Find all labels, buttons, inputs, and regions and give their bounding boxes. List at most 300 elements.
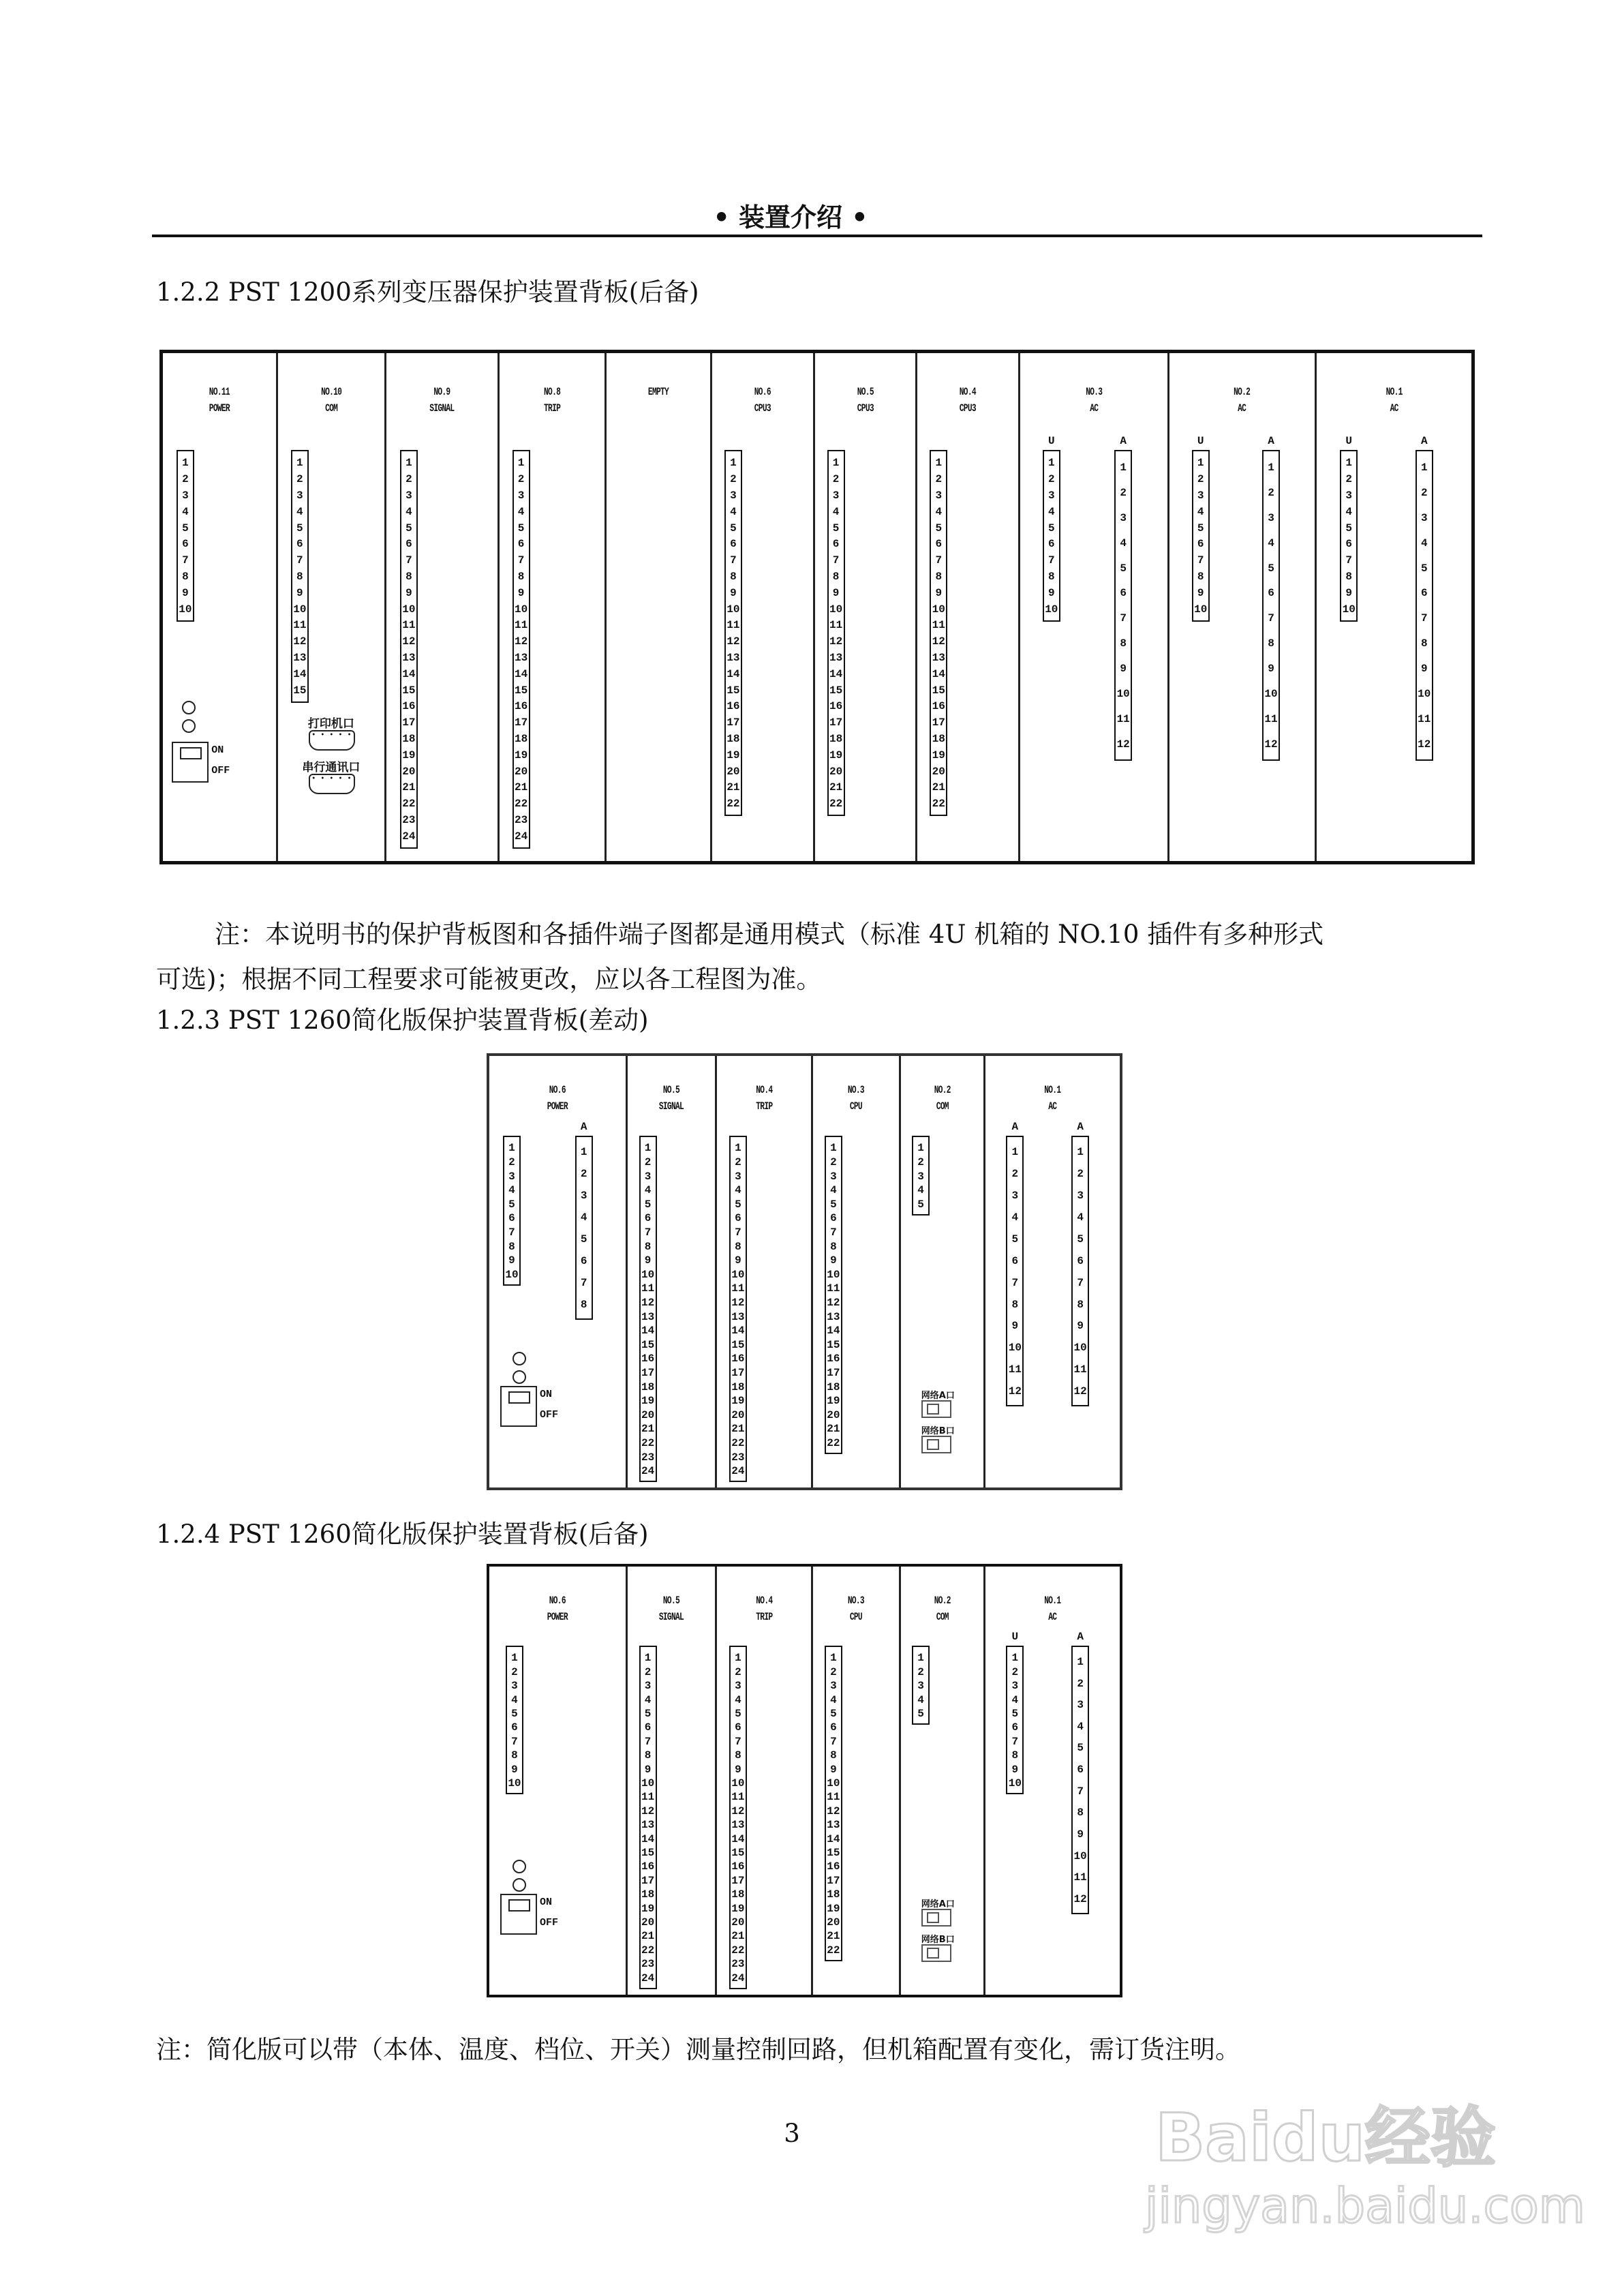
terminal-number: 2 <box>644 1155 652 1168</box>
terminal-number: 1 <box>296 457 303 470</box>
terminal-number: 20 <box>827 1408 840 1421</box>
terminal-number: 5 <box>830 1707 837 1720</box>
module-slot-ac <box>1315 353 1471 861</box>
terminal-number: 1 <box>1420 461 1428 474</box>
terminal-number: 3 <box>406 489 412 502</box>
module-slot-signal <box>626 1567 715 1995</box>
terminal-number: 5 <box>517 522 525 534</box>
terminal-number: 21 <box>402 781 416 794</box>
terminal-number: 2 <box>1047 473 1055 486</box>
terminal-number: 10 <box>179 603 192 616</box>
terminal-number: 7 <box>1011 1276 1019 1289</box>
terminal-number: 20 <box>514 765 528 778</box>
terminal-number: 1 <box>935 457 943 470</box>
terminal-number: 6 <box>580 1254 587 1267</box>
terminal-number: 20 <box>731 1916 745 1929</box>
power-switch[interactable] <box>500 1894 537 1935</box>
switch-off-label: OFF <box>539 1409 558 1421</box>
terminal-number: 6 <box>830 1212 837 1225</box>
module-slot-ac <box>1167 353 1314 861</box>
module-slot-ac <box>983 1567 1120 1995</box>
indicator-led-icon <box>512 1860 526 1873</box>
terminal-number: 15 <box>829 684 843 697</box>
indicator-led-icon <box>182 719 196 733</box>
network-port-icon[interactable] <box>921 1400 951 1418</box>
terminal-number: 14 <box>726 667 740 680</box>
terminal-number: 6 <box>1077 1764 1084 1777</box>
terminal-block <box>1043 450 1060 622</box>
switch-toggle-icon <box>508 1899 530 1912</box>
terminal-number: 21 <box>827 1423 840 1436</box>
module-type: CPU3 <box>959 402 977 415</box>
terminal-number: 3 <box>1268 511 1274 524</box>
terminal-number: 8 <box>735 1749 741 1762</box>
terminal-number: 1 <box>735 1652 741 1665</box>
terminal-number: 1 <box>730 457 737 470</box>
terminal-number: 17 <box>726 716 740 729</box>
terminal-number: 5 <box>917 1707 924 1720</box>
terminal-number: 18 <box>731 1380 745 1393</box>
terminal-number: 9 <box>1077 1320 1084 1333</box>
terminal-number: 4 <box>735 1184 741 1197</box>
terminal-number: 19 <box>731 1902 745 1915</box>
module-number: EMPTY <box>647 386 669 399</box>
terminal-number: 3 <box>917 1170 924 1183</box>
terminal-number: 8 <box>832 571 840 584</box>
network-port-label: 网络B口 <box>921 1426 955 1437</box>
power-switch[interactable] <box>500 1386 537 1427</box>
terminal-number: 11 <box>402 619 416 632</box>
terminal-number: 11 <box>514 619 528 632</box>
terminal-number: 16 <box>731 1860 745 1873</box>
terminal-number: 9 <box>1268 663 1274 676</box>
module-type: SIGNAL <box>658 1100 684 1113</box>
terminal-number: 5 <box>508 1198 515 1211</box>
terminal-number: 9 <box>296 586 303 599</box>
terminal-number: 22 <box>726 798 740 811</box>
terminal-number: 5 <box>832 522 840 534</box>
terminal-number: 7 <box>511 1735 518 1748</box>
terminal-number: 15 <box>402 684 416 697</box>
terminal-number: 10 <box>1073 1849 1087 1862</box>
terminal-number: 7 <box>296 554 303 567</box>
terminal-number: 2 <box>1077 1167 1084 1180</box>
terminal-number: 2 <box>517 473 525 486</box>
terminal-number: 1 <box>1345 457 1353 470</box>
terminal-number: 18 <box>726 733 740 746</box>
terminal-number: 13 <box>827 1310 840 1323</box>
note-1-line-2: 可选)；根据不同工程要求可能被更改，应以各工程图为准。 <box>156 965 822 994</box>
terminal-number: 20 <box>829 765 843 778</box>
network-port-icon[interactable] <box>921 1436 951 1453</box>
switch-on-label: ON <box>539 1897 552 1909</box>
module-type: COM <box>324 402 337 415</box>
module-type: POWER <box>547 1610 568 1623</box>
terminal-number: 21 <box>731 1423 745 1436</box>
terminal-block <box>177 450 194 622</box>
terminal-number: 4 <box>832 505 840 518</box>
terminal-number: 14 <box>827 1832 840 1845</box>
terminal-number: 17 <box>731 1366 745 1379</box>
module-type: POWER <box>209 402 230 415</box>
terminal-number: 2 <box>508 1155 515 1168</box>
module-number: NO.6 <box>754 386 771 399</box>
terminal-block <box>729 1136 747 1482</box>
terminal-number: 7 <box>517 554 525 567</box>
terminal-number: 2 <box>182 473 189 486</box>
terminal-number: 23 <box>731 1451 745 1464</box>
terminal-number: 7 <box>1268 612 1274 625</box>
terminal-number: 7 <box>508 1226 515 1239</box>
terminal-number: 5 <box>735 1707 741 1720</box>
baidu-watermark-url: jingyan.baidu.com <box>1145 2178 1585 2234</box>
terminal-number: 8 <box>580 1298 587 1311</box>
module-slot-com <box>276 353 384 861</box>
module-slot-power <box>163 353 276 861</box>
terminal-number: 10 <box>505 1268 519 1281</box>
terminal-number: 22 <box>402 798 416 811</box>
terminal-number: 3 <box>1011 1680 1019 1693</box>
terminal-block <box>1114 450 1132 761</box>
terminal-number: 5 <box>1345 522 1353 534</box>
terminal-number: 16 <box>641 1353 655 1365</box>
terminal-number: 3 <box>1420 511 1428 524</box>
module-type: CPU3 <box>754 402 771 415</box>
terminal-number: 15 <box>641 1846 655 1859</box>
module-type: COM <box>936 1610 949 1623</box>
terminal-number: 5 <box>1077 1233 1084 1245</box>
terminal-number: 22 <box>514 798 528 811</box>
switch-off-label: OFF <box>211 764 230 776</box>
terminal-number: 20 <box>731 1408 745 1421</box>
terminal-group-label: U <box>1011 1631 1019 1644</box>
terminal-number: 19 <box>402 749 416 761</box>
terminal-number: 9 <box>644 1254 652 1267</box>
module-type: AC <box>1090 402 1099 415</box>
terminal-number: 2 <box>735 1155 741 1168</box>
power-switch[interactable] <box>172 742 209 783</box>
terminal-number: 5 <box>1011 1707 1019 1720</box>
network-port-icon[interactable] <box>921 1909 951 1927</box>
terminal-number: 5 <box>730 522 737 534</box>
terminal-number: 12 <box>1264 738 1278 751</box>
terminal-number: 11 <box>731 1791 745 1804</box>
terminal-block <box>825 1136 842 1454</box>
module-number: NO.2 <box>934 1084 951 1097</box>
module-slot-power <box>489 1567 626 1995</box>
terminal-number: 12 <box>641 1296 655 1309</box>
terminal-number: 1 <box>1077 1146 1084 1159</box>
terminal-number: 3 <box>935 489 943 502</box>
terminal-number: 7 <box>735 1226 741 1239</box>
module-type: TRIP <box>543 402 560 415</box>
terminal-number: 22 <box>827 1944 840 1957</box>
module-number: NO.3 <box>847 1084 865 1097</box>
terminal-number: 5 <box>580 1233 587 1245</box>
terminal-number: 22 <box>641 1944 655 1957</box>
terminal-number: 13 <box>293 652 307 665</box>
terminal-number: 13 <box>829 652 843 665</box>
terminal-number: 6 <box>644 1212 652 1225</box>
terminal-number: 8 <box>296 571 303 584</box>
terminal-number: 18 <box>829 733 843 746</box>
terminal-number: 23 <box>731 1958 745 1971</box>
terminal-number: 13 <box>641 1310 655 1323</box>
module-number: NO.4 <box>755 1084 772 1097</box>
terminal-number: 5 <box>1420 562 1428 575</box>
terminal-number: 7 <box>1420 612 1428 625</box>
network-port-label: 网络B口 <box>921 1934 955 1945</box>
terminal-number: 5 <box>917 1198 924 1211</box>
terminal-number: 5 <box>1077 1742 1084 1755</box>
terminal-number: 2 <box>1420 486 1428 499</box>
terminal-number: 7 <box>830 1735 837 1748</box>
db9-connector-icon[interactable]: • • • • • <box>309 774 355 794</box>
terminal-number: 8 <box>1011 1749 1019 1762</box>
module-slot-trip <box>498 353 605 861</box>
terminal-number: 14 <box>641 1832 655 1845</box>
switch-on-label: ON <box>539 1389 552 1401</box>
terminal-number: 3 <box>917 1680 924 1693</box>
terminal-number: 3 <box>1120 511 1127 524</box>
terminal-number: 1 <box>644 1652 652 1665</box>
terminal-number: 3 <box>511 1680 518 1693</box>
module-slot-ac <box>1018 353 1168 861</box>
terminal-block <box>1071 1136 1089 1406</box>
terminal-number: 23 <box>641 1958 655 1971</box>
terminal-number: 11 <box>1418 712 1431 725</box>
terminal-number: 14 <box>402 667 416 680</box>
module-slot-cpu <box>811 1567 899 1995</box>
terminal-number: 7 <box>1011 1735 1019 1748</box>
module-number: NO.2 <box>1234 386 1251 399</box>
terminal-number: 13 <box>402 652 416 665</box>
module-type: AC <box>1048 1610 1057 1623</box>
terminal-number: 7 <box>935 554 943 567</box>
module-number: NO.6 <box>549 1594 566 1607</box>
terminal-block <box>724 450 742 817</box>
terminal-number: 22 <box>731 1944 745 1957</box>
terminal-number: 10 <box>514 603 528 616</box>
terminal-number: 19 <box>827 1902 840 1915</box>
terminal-number: 13 <box>932 652 945 665</box>
terminal-number: 10 <box>731 1268 745 1281</box>
terminal-number: 3 <box>832 489 840 502</box>
terminal-number: 6 <box>517 538 525 551</box>
terminal-number: 11 <box>827 1791 840 1804</box>
terminal-number: 15 <box>641 1338 655 1351</box>
terminal-number: 18 <box>731 1888 745 1901</box>
terminal-number: 8 <box>517 571 525 584</box>
terminal-number: 5 <box>1011 1233 1019 1245</box>
terminal-group-label: A <box>1077 1121 1084 1134</box>
terminal-number: 8 <box>1420 637 1428 650</box>
terminal-number: 16 <box>731 1353 745 1365</box>
terminal-number: 17 <box>641 1874 655 1887</box>
terminal-number: 12 <box>827 1296 840 1309</box>
terminal-number: 20 <box>641 1408 655 1421</box>
terminal-number: 8 <box>406 571 412 584</box>
note-2: 注：简化版可以带（本体、温度、档位、开关）测量控制回路，但机箱配置有变化，需订货注明。 <box>156 2035 1240 2064</box>
terminal-number: 11 <box>1264 712 1278 725</box>
terminal-block <box>575 1136 593 1319</box>
terminal-number: 9 <box>182 586 189 599</box>
rj45-socket-icon <box>927 1912 939 1923</box>
terminal-number: 5 <box>1197 522 1204 534</box>
terminal-number: 9 <box>511 1763 518 1776</box>
terminal-number: 7 <box>830 1226 837 1239</box>
terminal-number: 8 <box>1011 1298 1019 1311</box>
terminal-number: 2 <box>830 1665 837 1678</box>
terminal-number: 24 <box>514 830 528 843</box>
terminal-number: 2 <box>511 1665 518 1678</box>
terminal-number: 11 <box>731 1282 745 1295</box>
terminal-number: 14 <box>641 1325 655 1338</box>
terminal-number: 7 <box>832 554 840 567</box>
terminal-number: 15 <box>731 1846 745 1859</box>
terminal-number: 9 <box>1420 663 1428 676</box>
terminal-number: 3 <box>1077 1189 1084 1202</box>
terminal-number: 6 <box>832 538 840 551</box>
network-port-icon[interactable] <box>921 1944 951 1962</box>
terminal-group-label: A <box>1120 434 1127 447</box>
terminal-number: 21 <box>726 781 740 794</box>
terminal-number: 4 <box>1120 537 1127 549</box>
terminal-number: 1 <box>406 457 412 470</box>
terminal-block <box>400 450 418 849</box>
terminal-block <box>1006 1646 1024 1794</box>
terminal-block <box>1416 450 1433 761</box>
module-number: NO.11 <box>209 386 230 399</box>
terminal-number: 12 <box>641 1804 655 1817</box>
terminal-number: 4 <box>517 505 525 518</box>
switch-on-label: ON <box>211 744 224 756</box>
terminal-number: 18 <box>641 1888 655 1901</box>
terminal-number: 8 <box>830 1749 837 1762</box>
terminal-number: 2 <box>1268 486 1274 499</box>
terminal-number: 11 <box>293 619 307 632</box>
module-number: NO.4 <box>755 1594 772 1607</box>
terminal-number: 19 <box>932 749 945 761</box>
terminal-number: 9 <box>830 1254 837 1267</box>
terminal-number: 12 <box>293 635 307 648</box>
terminal-number: 11 <box>1116 712 1130 725</box>
terminal-group-label: A <box>1011 1121 1019 1134</box>
terminal-number: 4 <box>1011 1211 1019 1224</box>
terminal-number: 8 <box>730 571 737 584</box>
terminal-number: 10 <box>641 1268 655 1281</box>
terminal-number: 6 <box>935 538 943 551</box>
terminal-number: 9 <box>730 586 737 599</box>
terminal-number: 8 <box>1197 571 1204 584</box>
terminal-number: 3 <box>182 489 189 502</box>
terminal-number: 6 <box>730 538 737 551</box>
terminal-number: 2 <box>917 1155 924 1168</box>
terminal-number: 8 <box>935 571 943 584</box>
terminal-number: 6 <box>1011 1721 1019 1734</box>
terminal-number: 6 <box>1345 538 1353 551</box>
port-label: 打印机口 <box>307 716 354 731</box>
terminal-number: 1 <box>830 1652 837 1665</box>
terminal-number: 2 <box>832 473 840 486</box>
terminal-number: 9 <box>406 586 412 599</box>
terminal-number: 6 <box>511 1721 518 1734</box>
terminal-block <box>1006 1136 1024 1406</box>
terminal-number: 18 <box>641 1380 655 1393</box>
terminal-number: 2 <box>296 473 303 486</box>
terminal-number: 5 <box>644 1198 652 1211</box>
terminal-number: 2 <box>580 1167 587 1180</box>
terminal-number: 12 <box>1073 1385 1087 1398</box>
module-slot-trip <box>715 1567 812 1995</box>
terminal-number: 24 <box>641 1972 655 1984</box>
terminal-number: 22 <box>731 1436 745 1449</box>
terminal-number: 2 <box>1345 473 1353 486</box>
terminal-number: 5 <box>830 1198 837 1211</box>
module-type: TRIP <box>755 1100 772 1113</box>
terminal-number: 4 <box>935 505 943 518</box>
terminal-number: 21 <box>932 781 945 794</box>
db9-connector-icon[interactable]: • • • • • <box>309 730 355 751</box>
terminal-number: 4 <box>917 1184 924 1197</box>
terminal-block <box>1071 1646 1089 1914</box>
module-number: NO.5 <box>857 386 874 399</box>
terminal-number: 3 <box>517 489 525 502</box>
terminal-number: 3 <box>1047 489 1055 502</box>
terminal-number: 9 <box>508 1254 515 1267</box>
terminal-number: 5 <box>735 1198 741 1211</box>
module-type: AC <box>1048 1100 1057 1113</box>
terminal-number: 22 <box>829 798 843 811</box>
terminal-number: 17 <box>827 1874 840 1887</box>
terminal-number: 9 <box>1011 1320 1019 1333</box>
terminal-number: 12 <box>827 1804 840 1817</box>
terminal-number: 5 <box>296 522 303 534</box>
terminal-number: 10 <box>1116 688 1130 700</box>
terminal-number: 21 <box>829 781 843 794</box>
terminal-number: 9 <box>1047 586 1055 599</box>
terminal-number: 20 <box>932 765 945 778</box>
terminal-number: 4 <box>406 505 412 518</box>
terminal-number: 16 <box>827 1353 840 1365</box>
terminal-number: 16 <box>932 700 945 713</box>
terminal-number: 3 <box>1345 489 1353 502</box>
terminal-number: 3 <box>1011 1189 1019 1202</box>
terminal-number: 6 <box>1047 538 1055 551</box>
terminal-number: 23 <box>514 814 528 827</box>
terminal-number: 9 <box>735 1763 741 1776</box>
terminal-number: 11 <box>827 1282 840 1295</box>
module-slot-trip <box>715 1056 812 1487</box>
terminal-number: 8 <box>508 1240 515 1253</box>
terminal-number: 3 <box>1077 1699 1084 1712</box>
terminal-number: 3 <box>1197 489 1204 502</box>
module-number: NO.8 <box>543 386 560 399</box>
terminal-number: 2 <box>730 473 737 486</box>
terminal-number: 16 <box>641 1860 655 1873</box>
terminal-number: 14 <box>731 1832 745 1845</box>
terminal-number: 17 <box>731 1874 745 1887</box>
terminal-number: 12 <box>731 1296 745 1309</box>
terminal-group-label: U <box>1345 434 1353 447</box>
terminal-number: 12 <box>1008 1385 1022 1398</box>
terminal-number: 1 <box>832 457 840 470</box>
terminal-number: 11 <box>641 1282 655 1295</box>
terminal-number: 14 <box>731 1325 745 1338</box>
terminal-block <box>1340 450 1358 622</box>
terminal-number: 11 <box>641 1791 655 1804</box>
terminal-number: 11 <box>1073 1363 1087 1376</box>
